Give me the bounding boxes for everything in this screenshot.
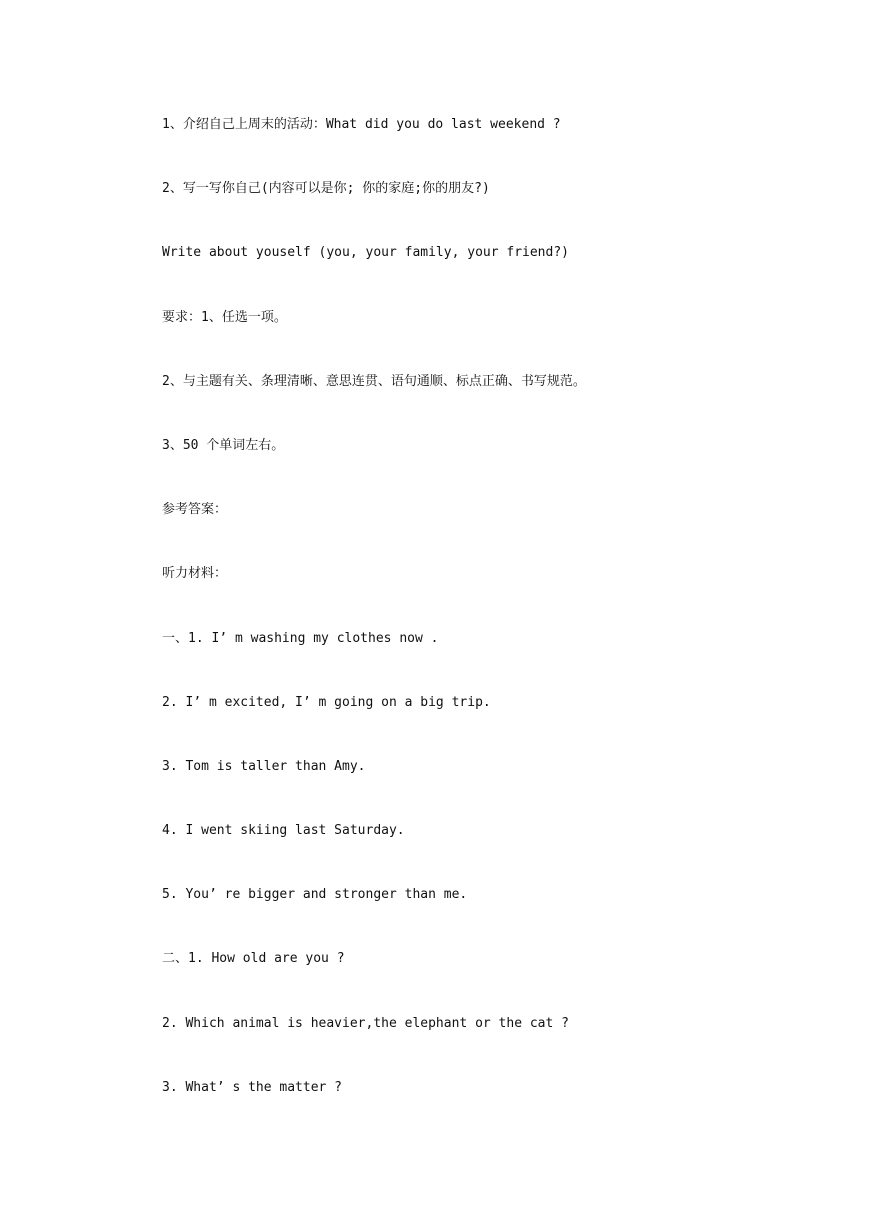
listening-material-heading: 听力材料： bbox=[162, 566, 228, 582]
listening-part-1-item-3: 3. Tom is taller than Amy. bbox=[162, 758, 366, 774]
listening-part-2-item-3: 3. What’ s the matter ? bbox=[162, 1079, 343, 1095]
answer-key-heading: 参考答案： bbox=[162, 502, 228, 518]
listening-part-1-item-5: 5. You’ re bigger and stronger than me. bbox=[162, 887, 468, 903]
listening-part-1-item-1: 一、1. I’ m washing my clothes now . bbox=[162, 630, 439, 646]
listening-part-1-item-4: 4. I went skiing last Saturday. bbox=[162, 823, 405, 839]
requirement-1: 要求：1、任选一项。 bbox=[162, 309, 287, 325]
listening-part-2-item-2: 2. Which animal is heavier,the elephant or the cat ? bbox=[162, 1015, 569, 1031]
requirement-3: 3、50 个单词左右。 bbox=[162, 437, 285, 453]
listening-part-2-item-1: 二、1. How old are you ? bbox=[162, 951, 345, 967]
listening-part-1-item-2: 2. I’ m excited, I’ m going on a big trip. bbox=[162, 694, 491, 710]
requirement-2: 2、与主题有关、条理清晰、意思连贯、语句通顺、标点正确、书写规范。 bbox=[162, 373, 586, 389]
writing-task-2: 2、写一写你自己(内容可以是你; 你的家庭;你的朋友?) bbox=[162, 181, 490, 197]
document-body bbox=[162, 114, 822, 1141]
writing-task-1: 1、介绍自己上周末的活动：What did you do last weekend ? bbox=[162, 117, 561, 132]
writing-task-2-english: Write about youself (you, your family, your friend?) bbox=[162, 245, 569, 261]
